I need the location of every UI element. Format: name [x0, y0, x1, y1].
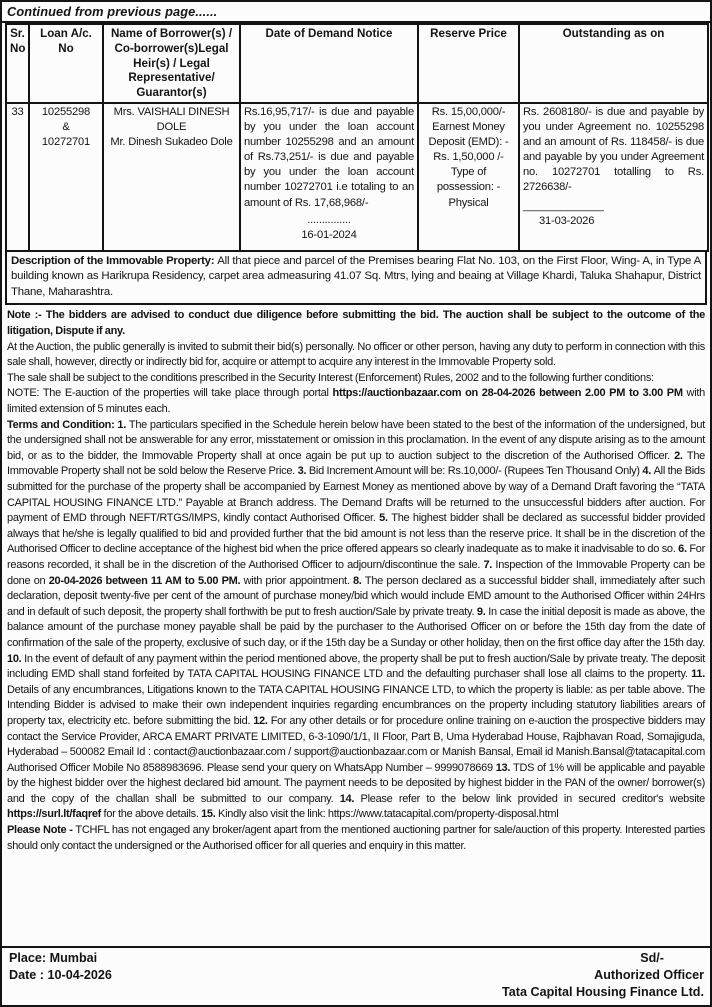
auction-public-paragraph: At the Auction, the public generally is invited to submit their bid(s) personally. No officer or other person, having any duty to perform in connection with this sale shall, however, directly or indirectly bid for, acquire or attempt to acquire any interest in the Immovable Property sold. [7, 340, 705, 369]
footer-place: Place: Mumbai [9, 951, 98, 965]
cell-borrower-name: Mrs. VAISHALI DINESH DOLE Mr. Dinesh Sukadeo Dole [103, 103, 240, 251]
outstanding-as-on-date: 31-03-2026 [539, 214, 595, 227]
terms-and-conditions-block [2, 305, 710, 948]
demand-notice-date: 16-01-2024 [301, 228, 357, 241]
terms-paragraph: Terms and Condition: 1. The particulars specified in the Schedule herein below have been stated to the best of the information of the undersigned, but the undersigned shall not be answerable for any error, misstatement or omission in this proclamation. In the event of any dispute arising as to the amount bid, or as to the bidder, the Immovable Property shall at once again be put up to auction subject to the discretion of the Authorised Officer. 2. The Immovable Property shall not be sold below the Reserve Price. 3. Bid Increment Amount will be: Rs.10,000/- (Rupees Ten Thousand Only) 4. All the Bids submitted for the purchase of the property shall be accompanied by Earnest Money as mentioned above by way of a Demand Draft favoring the “TATA CAPITAL HOUSING FINANCE LTD.” Payable at Branch address. The Demand Drafts will be returned to the unsuccessful bidders after auction. For payment of EMD through NEFT/RTGS/IMPS, kindly contact Authorised Officer. 5. The highest bidder shall be declared as successful bidder provided always that he/she is legally qualified to bid and provided further that the bid amount is not less than the reserve price. It shall be in the discretion of the Authorised Officer to decline acceptance of the highest bid when the price offered appears so clearly inadequate as to make it inadvisable to do so. 6. For reasons recorded, it shall be in the discretion of the Authorised Officer to adjourn/discontinue the sale. 7. Inspection of the Immovable Property can be done on 20-04-2026 between 11 AM to 5.00 PM. with prior appointment. 8. The person declared as a successful bidder shall, immediately after such declaration, deposit twenty-five per cent of the amount of purchase money/bid which would include EMD amount to the Authorised Officer within 24Hrs and in default of such deposit, the property shall forthwith be put to fresh auction/Sale by private treaty. 9. In case the initial deposit is made as above, the balance amount of the purchase money payable shall be paid by the purchaser to the Authorised Officer on or before the 15th day from the date of confirmation of the sale of the property, exclusive of such day, or if the 15th day be a Sunday or other holiday, then on the first office day after the 15th day. 10. In the event of default of any payment within the period mentioned above, the property shall be put to fresh auction/Sale by private treaty. The deposit including EMD shall stand forfeited by TATA CAPITAL HOUSING FINANCE LTD and the defaulting purchaser shall lose all claims to the property. 11. Details of any encumbrances, Litigations known to the TATA CAPITAL HOUSING FINANCE LTD, to which the property is liable: as per table above. The Intending Bidder is advised to make their own independent inquiries regarding encumbrances on the property including statutory liabilities arears of property tax, electricity etc. before submitting the bid. 12. For any other details or for procedure online training on e-auction the prospective bidders may contact the Service Provider, ARCA EMART PRIVATE LIMITED, 6-3-1090/1/1, II Floor, Part B, Uma Hyderabad House, Rajbhavan Road, Somajiguda, Hyderabad – 500082 Email Id : contact@auctionbazaar.com / support@auctionbazaar.com or Manish Bansal, Email id Manish.Bansal@tatacapital.com Authorised Officer Mobile No 8588983696. Please send your query on WhatsApp Number – 9999078669 13. TDS of 1% will be applicable and payable by the highest bidder over the highest declared bid amount. The payment needs to be deposited by highest bidder in the PAN of the owner/ borrower(s) and the copy of the challan shall be submitted to our company. 14. Please refer to the below link provided in secured creditor's website https://surl.lt/faqref for the above details. 15. Kindly also visit the link: https://www.tatacapital.com/property-disposal.html [7, 418, 706, 821]
footer-authorized-officer: Authorized Officer [594, 968, 704, 982]
col-header-reserve-price: Reserve Price [418, 24, 519, 103]
demand-notice-dots: ............... [307, 213, 351, 226]
footer-signature-block [502, 950, 704, 1001]
cell-sr-no: 33 [6, 103, 29, 251]
col-header-sr-no: Sr. No [6, 24, 29, 103]
outstanding-text: Rs. 2608180/- is due and payable by you under Agreement no. 10255298 and an amount of Rs. 118458/- is due and payable by you under Agreement no. 10272701 totalling to Rs. 2726638/- [523, 105, 704, 194]
cell-demand-notice [240, 103, 418, 251]
continued-from-previous-page-strip: Continued from previous page...... [2, 2, 710, 23]
cell-loan-ac-no: 10255298 & 10272701 [29, 103, 103, 251]
table-header-row [6, 24, 708, 103]
property-description-box: Description of the Immovable Property: All that piece and parcel of the Premises bearing Flat No. 103, on the First Floor, Wing- A, in Type A building known as Harikrupa Residency, carpet area admeasuring 41.07 Sq. Mtrs, lying and beaing at Village Khardi, Taluka Shahapur, District Thane, Maharashtra. [5, 252, 707, 306]
note-paragraph: Note :- The bidders are advised to conduct due diligence before submitting the bid. The auction shall be subject to the outcome of the litigation, Dispute if any. [7, 309, 705, 338]
footer-date: Date : 10-04-2026 [9, 968, 112, 982]
please-note-paragraph: Please Note - TCHFL has not engaged any broker/agent apart from the mentioned auctioning partner for sale/auction of this property. Interested parties should only contact the undersigned or the Authorised officer for all queries and enquiry in this matter. [7, 824, 705, 852]
cell-outstanding [519, 103, 708, 251]
footer-sd: Sd/- [640, 951, 664, 965]
footer-company-name: Tata Capital Housing Finance Ltd. [502, 985, 704, 999]
eauction-note-paragraph: NOTE: The E-auction of the properties will take place through portal https://auctionbazaar.com on 28-04-2026 between 2.00 PM to 3.00 PM with limited extension of 5 minutes each. [7, 387, 705, 416]
demand-notice-text: Rs.16,95,717/- is due and payable by you under the loan account number 10255298 and an amount of Rs.73,251/- is due and payable by you under the loan account number 10272701 i.e totaling to an amount of Rs. 17,68,968/- [244, 105, 414, 209]
col-header-outstanding: Outstanding as on [519, 24, 708, 103]
col-header-demand-notice: Date of Demand Notice [240, 24, 418, 103]
cell-reserve-price: Rs. 15,00,000/- Earnest Money Deposit (EMD): - Rs. 1,50,000 /- Type of possession: - Physical [418, 103, 519, 251]
auction-schedule-table [5, 23, 709, 252]
sale-conditions-paragraph: The sale shall be subject to the conditions prescribed in the Security Interest (Enforcement) Rules, 2002 and to the following further conditions: [7, 371, 654, 384]
col-header-loan-ac-no: Loan A/c. No [29, 24, 103, 103]
outstanding-signature-rule: _____________ [523, 199, 604, 212]
footer-bar [2, 946, 710, 1005]
table-row [6, 103, 708, 251]
col-header-borrower-name: Name of Borrower(s) / Co-borrower(s)Legal Heir(s) / Legal Representative/ Guarantor(s) [103, 24, 240, 103]
footer-place-date [9, 950, 112, 984]
